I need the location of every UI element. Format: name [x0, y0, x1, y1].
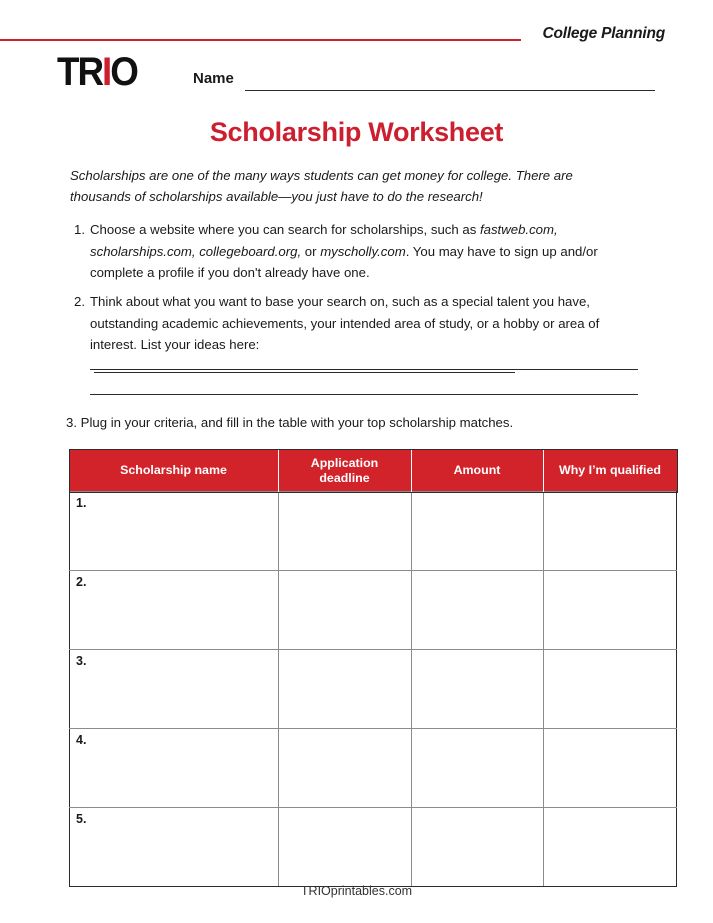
- cell-scholarship-name[interactable]: 2.: [70, 571, 279, 650]
- cell-scholarship-name[interactable]: 1.: [70, 492, 279, 571]
- cell-amount[interactable]: [411, 650, 543, 729]
- ideas-write-in-line-2[interactable]: [90, 369, 638, 370]
- ideas-write-in-line-1[interactable]: [94, 358, 515, 373]
- column-header-scholarship-name: Scholarship name: [70, 450, 279, 492]
- name-write-in-line[interactable]: [245, 90, 655, 91]
- cell-amount[interactable]: [411, 729, 543, 808]
- step-item-3: 3. Plug in your criteria, and fill in the table with your top scholarship matches.: [66, 415, 514, 430]
- cell-scholarship-name[interactable]: 4.: [70, 729, 279, 808]
- cell-amount[interactable]: [411, 808, 543, 887]
- header-tagline: College Planning: [542, 25, 665, 42]
- page-title: Scholarship Worksheet: [209, 117, 504, 147]
- cell-why-qualified[interactable]: [543, 808, 677, 887]
- column-header-why-qualified: Why I’m qualified: [543, 450, 677, 492]
- column-header-deadline-line2: deadline: [319, 470, 370, 485]
- cell-application-deadline[interactable]: [278, 808, 411, 887]
- table-body: [70, 492, 677, 887]
- table-row: [70, 650, 677, 729]
- step-2-text: Think about what you want to base your search on, such as a special talent you have, outstanding academic achievements, your intended area of study, or a hobby or area of interest.: [90, 294, 600, 352]
- table-row: [70, 808, 677, 887]
- logo-text-prefix: TR: [57, 50, 103, 94]
- table-row: [70, 492, 677, 571]
- column-header-deadline-line1: Application: [310, 456, 379, 470]
- logo-text-suffix: O: [110, 50, 137, 94]
- step-2-write-in-label: List your ideas here:: [140, 337, 260, 352]
- table-row: [70, 729, 677, 808]
- footer-url: TRIOprintables.com: [300, 884, 413, 898]
- step-1-text-b: or: [301, 243, 321, 259]
- intro-paragraph: Scholarships are one of the many ways students can get money for college. There are thousands of scholarships available—you just have to do the research!: [70, 168, 573, 204]
- cell-application-deadline[interactable]: [278, 729, 411, 808]
- cell-scholarship-name[interactable]: 5.: [70, 808, 279, 887]
- step-1-sites-b: myscholly.com: [320, 243, 406, 259]
- cell-amount[interactable]: [411, 571, 543, 650]
- scholarship-table: [69, 450, 677, 887]
- cell-why-qualified[interactable]: [543, 571, 677, 650]
- table-row: [70, 571, 677, 650]
- table-header: [70, 450, 677, 492]
- step-2-number: 2.: [74, 294, 85, 309]
- cell-application-deadline[interactable]: [278, 492, 411, 571]
- header-red-rule: [0, 39, 521, 41]
- cell-application-deadline[interactable]: [278, 571, 411, 650]
- logo-text-accent: I: [102, 50, 111, 94]
- step-1-sites-a: fastweb.com, scholarships.com, collegeboard.org,: [90, 222, 558, 259]
- step-2-body: [90, 291, 641, 377]
- name-field-group: [193, 70, 663, 96]
- cell-amount[interactable]: [411, 492, 543, 571]
- step-1-body: [90, 219, 641, 284]
- column-header-application-deadline: [278, 450, 411, 492]
- step-item-2: [63, 291, 641, 377]
- step-1-number: 1.: [74, 222, 85, 237]
- cell-why-qualified[interactable]: [543, 729, 677, 808]
- step-1-text-c: . You may have to sign up and/or complete a profile if you don't already have one.: [90, 243, 598, 280]
- column-header-amount: Amount: [411, 450, 543, 492]
- table-header-row: [70, 450, 677, 492]
- name-label: Name: [193, 70, 234, 87]
- trio-logo: [57, 52, 137, 92]
- step-item-1: [63, 219, 641, 284]
- cell-scholarship-name[interactable]: 3.: [70, 650, 279, 729]
- cell-why-qualified[interactable]: [543, 492, 677, 571]
- ideas-write-in-line-3[interactable]: [90, 394, 638, 395]
- step-1-text-a: Choose a website where you can search for scholarships, such as: [90, 222, 480, 237]
- cell-why-qualified[interactable]: [543, 650, 677, 729]
- cell-application-deadline[interactable]: [278, 650, 411, 729]
